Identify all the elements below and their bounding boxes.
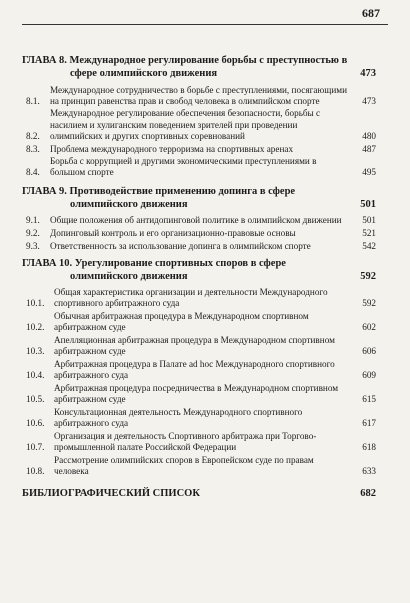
- toc-entry-10-6[interactable]: [22, 407, 376, 429]
- chapter-page: 592: [360, 270, 376, 282]
- entry-page: 602: [362, 322, 376, 333]
- entry-title: Общая характеристика организации и деятельности Международного спортивного арбитражного суда: [54, 287, 328, 309]
- toc-chapter-9[interactable]: [22, 185, 376, 211]
- entry-page: 592: [362, 298, 376, 309]
- entry-number: 10.3.: [26, 346, 45, 357]
- entry-number: 8.2.: [26, 130, 40, 141]
- entry-number: 9.2.: [26, 227, 40, 238]
- entry-page: 609: [362, 370, 376, 381]
- entry-page: 501: [362, 215, 376, 226]
- entry-title: Проблема международного терроризма на спортивных аренах: [50, 143, 294, 154]
- toc-entry-8-4[interactable]: [22, 156, 376, 178]
- toc-entry-10-1[interactable]: [22, 287, 376, 309]
- entry-number: 10.1.: [26, 298, 45, 309]
- header-rule: [22, 24, 388, 25]
- entry-title: Апелляционная арбитражная процедура в Международном спортивном арбитражном суде: [54, 335, 335, 357]
- toc-entry-8-3[interactable]: [22, 144, 376, 155]
- entry-page: 487: [362, 143, 376, 154]
- toc-entry-10-8[interactable]: [22, 455, 376, 477]
- chapter-title: ГЛАВА 9. Противодействие применению допинга в сфере олимпийского движения: [22, 185, 296, 210]
- table-of-contents: [22, 54, 376, 500]
- toc-entry-9-2[interactable]: [22, 228, 376, 239]
- entry-title: Организация и деятельность Спортивного арбитража при Торгово-промышленной палате Российской Федерации: [54, 430, 317, 452]
- chapter-title: ГЛАВА 10. Урегулирование спортивных споров в сфере олимпийского движения: [22, 257, 286, 282]
- toc-entry-9-3[interactable]: [22, 241, 376, 252]
- entry-page: 606: [362, 346, 376, 357]
- bibliography-page: 682: [360, 487, 376, 499]
- toc-entry-10-3[interactable]: [22, 335, 376, 357]
- toc-entry-10-2[interactable]: [22, 311, 376, 333]
- entry-title: Рассмотрение олимпийских споров в Европейском суде по правам человека: [54, 454, 314, 476]
- toc-chapter-8[interactable]: [22, 54, 376, 80]
- entry-number: 10.4.: [26, 370, 45, 381]
- entry-number: 8.1.: [26, 95, 40, 106]
- entry-page: 542: [362, 240, 376, 251]
- entry-title: Допинговый контроль и его организационно-правовые основы: [50, 227, 296, 238]
- chapter-title: ГЛАВА 8. Международное регулирование борьбы с преступностью в сфере олимпийского движения: [22, 55, 348, 79]
- entry-number: 10.2.: [26, 322, 45, 333]
- toc-entry-8-1[interactable]: [22, 85, 376, 107]
- entry-page: 617: [362, 417, 376, 428]
- entry-page: 615: [362, 394, 376, 405]
- toc-entry-9-1[interactable]: [22, 215, 376, 226]
- toc-entry-10-4[interactable]: [22, 359, 376, 381]
- page-number: 687: [362, 6, 380, 20]
- toc-entry-10-5[interactable]: [22, 383, 376, 405]
- toc-entry-10-7[interactable]: [22, 431, 376, 453]
- entry-title: Ответственность за использование допинга в олимпийском спорте: [50, 240, 311, 251]
- entry-title: Международное регулирование обеспечения безопасности, борьбы с насилием и хулиганским поведением зрителей при проведении олимпийских и других спортивных соревнований: [50, 108, 321, 141]
- entry-page: 521: [362, 227, 376, 238]
- entry-number: 10.5.: [26, 394, 45, 405]
- bibliography-title: БИБЛИОГРАФИЧЕСКИЙ СПИСОК: [22, 487, 200, 499]
- chapter-page: 473: [360, 68, 376, 79]
- entry-page: 480: [362, 130, 376, 141]
- entry-number: 8.3.: [26, 143, 40, 154]
- entry-title: Арбитражная процедура в Палате ad hoc Международного спортивного арбитражного суда: [54, 358, 335, 381]
- entry-title: Консультационная деятельность Международного спортивного арбитражного суда: [54, 406, 303, 428]
- entry-title: Арбитражная процедура посредничества в Международном спортивном арбитражном суде: [54, 382, 339, 405]
- entry-page: 633: [362, 465, 376, 476]
- entry-number: 9.1.: [26, 215, 40, 226]
- entry-number: 8.4.: [26, 167, 40, 178]
- entry-page: 495: [362, 167, 376, 178]
- toc-chapter-10[interactable]: [22, 257, 376, 283]
- entry-number: 9.3.: [26, 240, 40, 251]
- entry-title: Обычная арбитражная процедура в Международном спортивном арбитражном суде: [54, 311, 309, 333]
- entry-title: Общие положения об антидопинговой политике в олимпийском движении: [50, 215, 342, 226]
- toc-bibliography[interactable]: [22, 487, 376, 500]
- entry-page: 473: [362, 95, 376, 106]
- entry-page: 618: [362, 441, 376, 452]
- entry-title: Борьба с коррупцией и другими экономическими преступлениями в большом спорте: [50, 156, 317, 178]
- entry-title: Международное сотрудничество в борьбе с преступлениями, посягающими на принцип равенства прав и свобод человека в олимпийском спорте: [50, 84, 348, 106]
- toc-entry-8-2[interactable]: [22, 108, 376, 142]
- entry-number: 10.7.: [26, 441, 45, 452]
- chapter-page: 501: [360, 198, 376, 210]
- entry-number: 10.8.: [26, 465, 45, 476]
- entry-number: 10.6.: [26, 417, 45, 428]
